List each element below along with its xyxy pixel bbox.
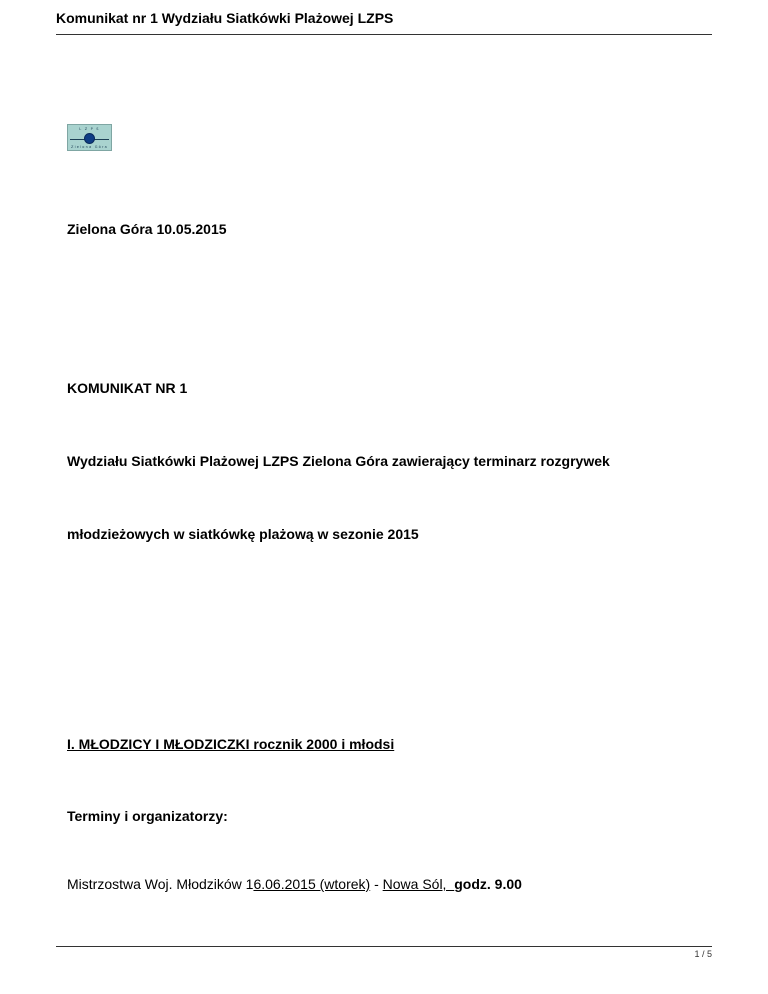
header-divider bbox=[56, 34, 712, 35]
subtitle-line-2: młodzieżowych w siatkówkę plażową w sezonie 2015 bbox=[67, 526, 419, 542]
communique-heading: KOMUNIKAT NR 1 bbox=[67, 380, 188, 396]
logo-bottom-text: Zielona Góra bbox=[71, 145, 108, 149]
page-number: 1 / 5 bbox=[694, 949, 712, 959]
event-line bbox=[67, 876, 522, 892]
logo-top-text: L Z P S bbox=[79, 127, 100, 131]
footer-divider bbox=[56, 946, 712, 947]
date-line: Zielona Góra 10.05.2015 bbox=[67, 221, 227, 237]
subtitle-line-1: Wydziału Siatkówki Plażowej LZPS Zielona Góra zawierający terminarz rozgrywek bbox=[67, 453, 610, 469]
lzps-logo bbox=[67, 124, 112, 151]
volleyball-icon bbox=[84, 133, 95, 144]
event-prefix: Mistrzostwa Woj. Młodzików 1 bbox=[67, 876, 254, 892]
event-time: godz. 9.00 bbox=[454, 876, 522, 892]
document-header-title: Komunikat nr 1 Wydziału Siatkówki Plażowej LZPS bbox=[56, 10, 394, 26]
event-place: Nowa Sól, bbox=[382, 876, 455, 892]
event-separator: - bbox=[370, 876, 383, 892]
section-title: I. MŁODZICY I MŁODZICZKI rocznik 2000 i młodsi bbox=[67, 736, 395, 752]
event-date: 6.06.2015 (wtorek) bbox=[253, 876, 371, 892]
terms-heading: Terminy i organizatorzy: bbox=[67, 808, 228, 824]
